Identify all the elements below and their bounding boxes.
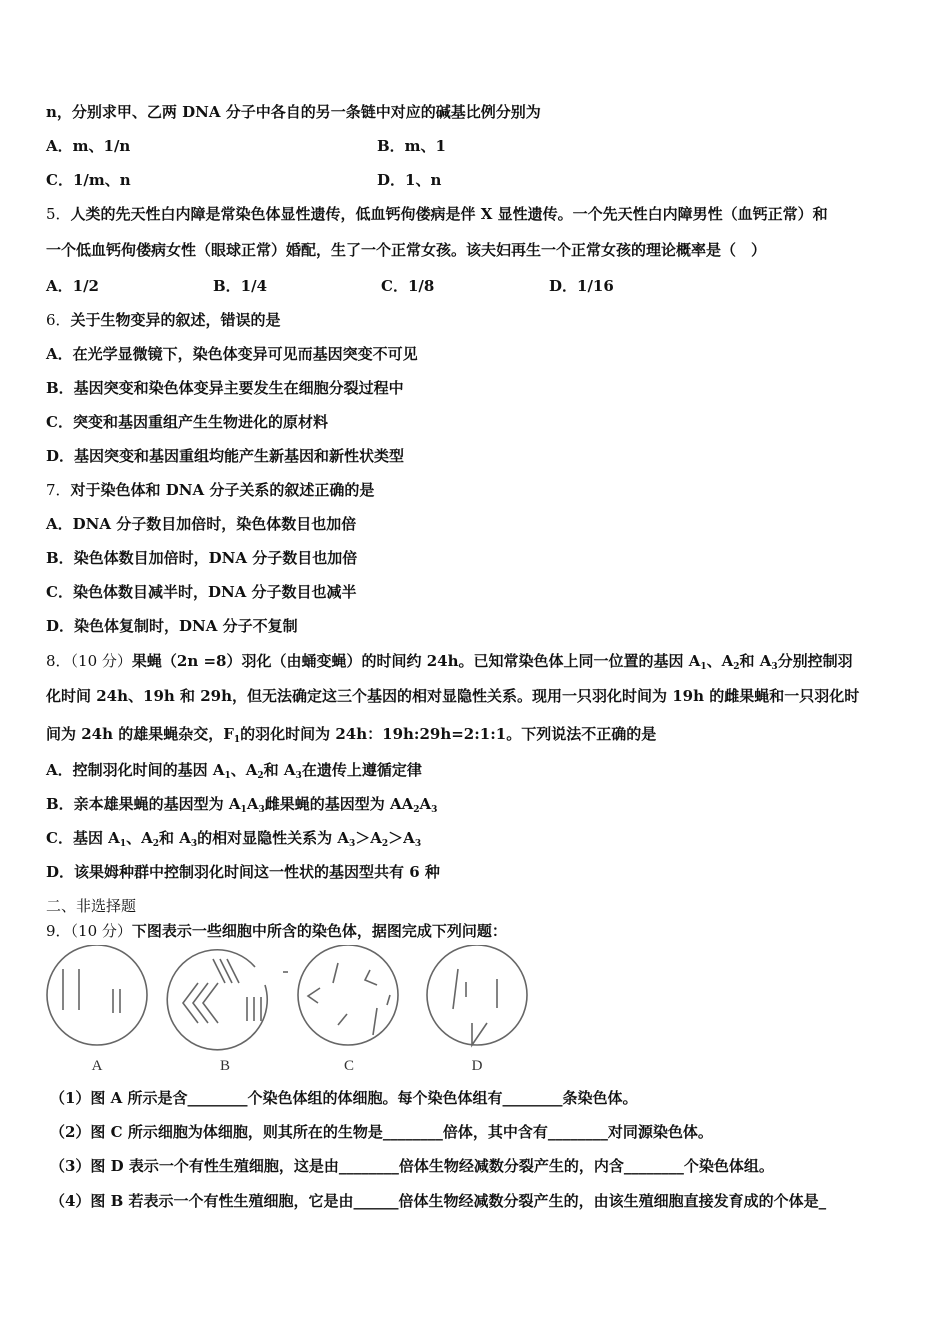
q6-option-d: D．基因突变和基因重组均能产生新基因和新性状类型: [46, 447, 405, 465]
q8-text: 的羽化时间为 24h：19h:29h=2:1:1。下列说法不正确的是: [240, 725, 657, 743]
q8-line2: 化时间 24h、19h 和 29h，但无法确定这三个基因的相对显隐性关系。现用一只羽化时间为 19h 的雌果蝇和一只羽化时: [46, 687, 860, 705]
figure-label-c: C: [343, 1058, 355, 1074]
q5-line2: 一个低血钙佝偻病女性（眼球正常）婚配，生了一个正常女孩。该夫妇再生一个正常女孩的理论概率是（ ）: [46, 241, 767, 259]
q8-text: 、A: [230, 761, 258, 779]
q7-number: 7．: [46, 481, 71, 499]
q6-stem: [46, 310, 281, 330]
q4-option-c: C．1/m、n: [46, 171, 131, 189]
subscript: 1: [119, 839, 127, 849]
figure-label-b: B: [219, 1058, 231, 1074]
q8-text: 果蝇（2n =8）羽化（由蛹变蝇）的时间约 24h。已知常染色体上同一位置的基因 A: [131, 652, 701, 670]
q6-number: 6．: [46, 311, 71, 329]
subscript: 3: [414, 839, 422, 849]
figure-label-a: A: [91, 1058, 103, 1074]
q8-text: 雌果蝇的基因型为 AA: [264, 795, 414, 813]
q4-option-d: D．1、n: [377, 171, 442, 189]
q5-line1: [46, 204, 828, 224]
q6-option-c: C．突变和基因重组产生生物进化的原材料: [46, 413, 328, 431]
q8-option-d: D．该果姆种群中控制羽化时间这一性状的基因型共有 6 种: [46, 863, 440, 881]
q6-option-a: A．在光学显微镜下，染色体变异可见而基因突变不可见: [46, 345, 418, 363]
q8-text: B．亲本雄果蝇的基因型为 A: [46, 795, 241, 813]
q9-item-2: （2）图 C 所示细胞为体细胞，则其所在的生物是________倍体，其中含有________对同源染色体。: [50, 1123, 713, 1141]
subscript: 1: [233, 735, 241, 745]
q7-option-a: A．DNA 分子数目加倍时，染色体数目也加倍: [46, 515, 357, 533]
q8-option-b: [46, 794, 437, 814]
q8-text: 、A: [706, 652, 734, 670]
subscript: 2: [733, 662, 740, 672]
q4-option-a: A．m、1/n: [46, 137, 131, 155]
q4-option-b: B．m、1: [377, 137, 446, 155]
subscript: 1: [240, 805, 247, 815]
subscript: 2: [413, 805, 420, 815]
q8-text: ＞A: [388, 829, 415, 847]
subscript: 3: [349, 839, 356, 849]
cell-b: [167, 950, 288, 1050]
q6-stem-text: 关于生物变异的叙述，错误的是: [70, 311, 281, 329]
figure-label-d: D: [471, 1058, 483, 1074]
q9-stem: [46, 921, 507, 941]
q8-text: A．控制羽化时间的基因 A: [46, 761, 225, 779]
subscript: 3: [295, 771, 302, 781]
subscript: 3: [431, 805, 438, 815]
cell-c: [298, 945, 398, 1045]
q8-text: 分别控制羽: [777, 652, 853, 670]
q5-option-c: C．1/8: [381, 277, 435, 295]
q9-item-4: （4）图 B 若表示一个有性生殖细胞，它是由______倍体生物经减数分裂产生的，由该生殖细胞直接发育成的个体是_: [50, 1192, 827, 1210]
subscript: 2: [152, 839, 159, 849]
q9-item-3: （3）图 D 表示一个有性生殖细胞，这是由________倍体生物经减数分裂产生的，内含________个染色体组。: [50, 1157, 774, 1175]
q5-number: 5．: [46, 205, 71, 223]
q5-option-b: B．1/4: [213, 277, 268, 295]
subscript: 3: [258, 805, 265, 815]
q8-text: A: [246, 795, 259, 813]
q8-text: 和 A: [158, 829, 191, 847]
q8-text: 、A: [126, 829, 153, 847]
subscript: 1: [224, 771, 231, 781]
q8-option-a: [46, 760, 422, 780]
q5-option-d: D．1/16: [549, 277, 614, 295]
q8-number: 8．（10 分）: [46, 652, 132, 670]
q8-text: 在遗传上遵循定律: [301, 761, 422, 779]
q8-option-c: [46, 828, 421, 848]
cell-a: [47, 945, 147, 1045]
q8-line1: [46, 651, 853, 671]
q9-number: 9．（10 分）: [46, 922, 132, 940]
subscript: 1: [700, 662, 707, 672]
q7-stem: [46, 480, 374, 500]
q5-option-a: A．1/2: [46, 277, 99, 295]
subscript: 3: [190, 839, 198, 849]
chromosome-figure: [40, 945, 540, 1080]
q9-item-1: （1）图 A 所示是含________个染色体组的体细胞。每个染色体组有________条染色体。: [50, 1089, 638, 1107]
q7-option-b: B．染色体数目加倍时，DNA 分子数目也加倍: [46, 549, 358, 567]
q7-option-d: D．染色体复制时，DNA 分子不复制: [46, 617, 298, 635]
subscript: 2: [257, 771, 264, 781]
q8-text: 的相对显隐性关系为 A: [197, 829, 349, 847]
q8-text: 和 A: [739, 652, 772, 670]
q8-text: C．基因 A: [46, 829, 120, 847]
subscript: 2: [381, 839, 389, 849]
q5-stem-1: 人类的先天性白内障是常染色体显性遗传，低血钙佝偻病是伴 X 显性遗传。一个先天性白内障男性（血钙正常）和: [70, 205, 828, 223]
cell-d: [427, 945, 527, 1045]
q7-option-c: C．染色体数目减半时，DNA 分子数目也减半: [46, 583, 357, 601]
subscript: 3: [771, 662, 778, 672]
q6-option-b: B．基因突变和染色体变异主要发生在细胞分裂过程中: [46, 379, 404, 397]
q9-stem-text: 下图表示一些细胞中所含的染色体，据图完成下列问题：: [131, 922, 507, 940]
q8-text: 间为 24h 的雄果蝇杂交，F: [46, 725, 234, 743]
section-heading: 二、非选择题: [46, 897, 137, 915]
q8-text: ＞A: [355, 829, 382, 847]
q8-text: 和 A: [263, 761, 296, 779]
q8-line3: [46, 724, 656, 744]
q4-stem-tail: n，分别求甲、乙两 DNA 分子中各自的另一条链中对应的碱基比例分别为: [46, 103, 541, 121]
q8-text: A: [419, 795, 432, 813]
q7-stem-text: 对于染色体和 DNA 分子关系的叙述正确的是: [70, 481, 375, 499]
